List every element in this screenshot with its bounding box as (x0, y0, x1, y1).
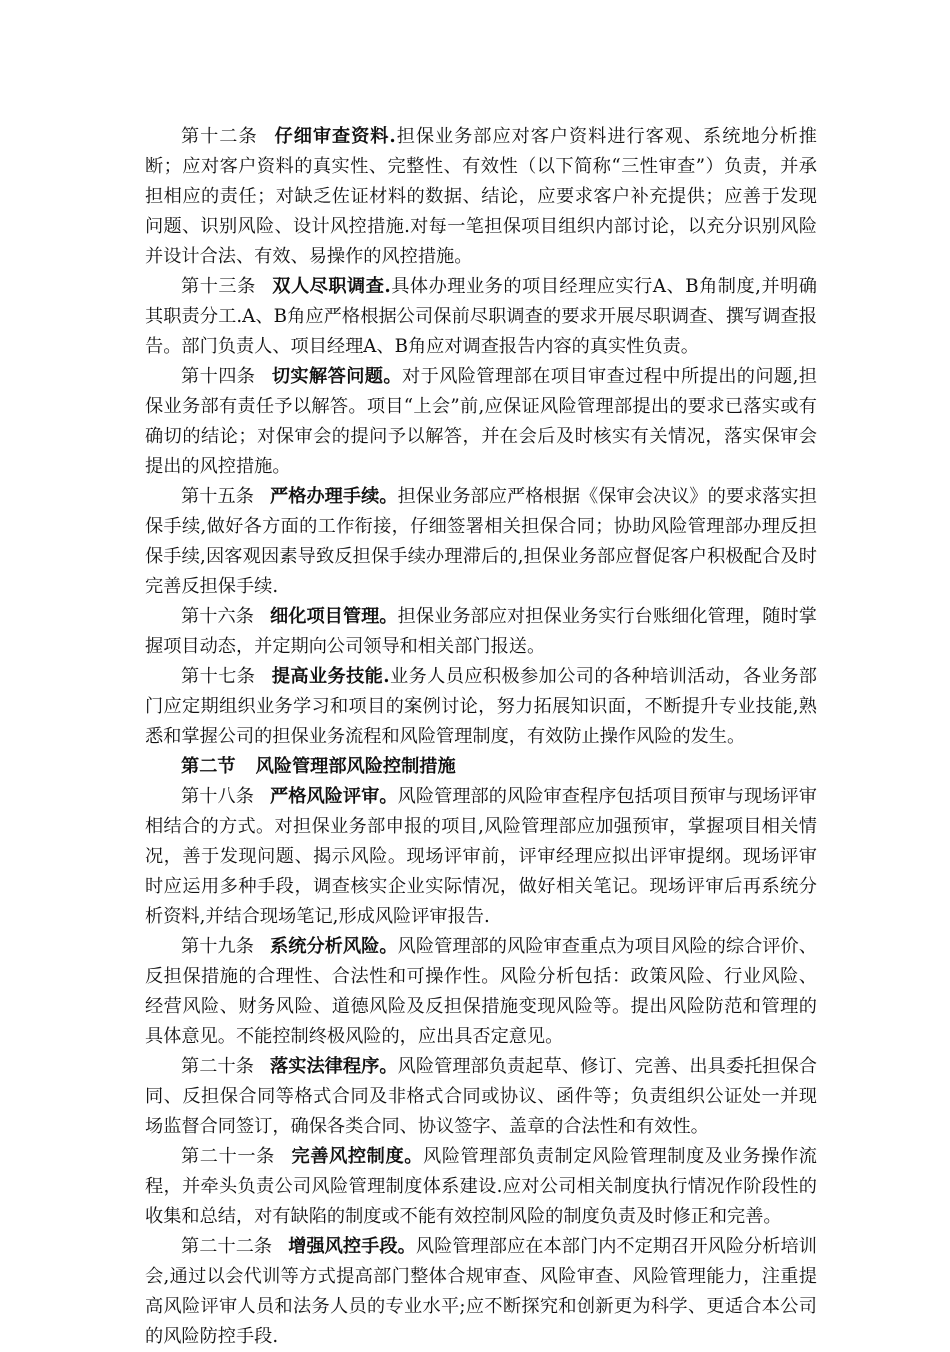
article-number: 第十九条 (181, 936, 254, 957)
article-body: 对于风险管理部在项目审查过程中所提出的问题,担保业务部有责任予以解答。项目“上会”前,应保证风险管理部提出的要求已落实或有确切的结论；对保审会的提问予以解答，并在会后及时核实有关情况，落实保审会提出的风控措施。 (145, 366, 817, 477)
section-number: 第二节 (181, 756, 236, 777)
article-heading: 提高业务技能. (271, 666, 390, 687)
article-heading: 细化项目管理。 (269, 606, 398, 627)
article-19 (145, 932, 817, 1052)
article-heading: 落实法律程序。 (269, 1056, 398, 1077)
article-number: 第十六条 (181, 606, 254, 627)
article-body: 风险管理部的风险审查重点为项目风险的综合评价、反担保措施的合理性、合法性和可操作性。风险分析包括：政策风险、行业风险、经营风险、财务风险、道德风险及反担保措施变现风险等。提出风险防范和管理的具体意见。不能控制终极风险的，应出具否定意见。 (145, 936, 817, 1047)
article-17 (145, 662, 817, 752)
article-18 (145, 782, 817, 932)
article-number: 第二十二条 (181, 1236, 273, 1257)
article-body: 风险管理部的风险审查程序包括项目预审与现场评审相结合的方式。对担保业务部申报的项目,风险管理部应加强预审，掌握项目相关情况，善于发现问题、揭示风险。现场评审前，评审经理应拟出评审提纲。现场评审时应运用多种手段，调查核实企业实际情况，做好相关笔记。现场评审后再系统分析资料,并结合现场笔记,形成风险评审报告. (145, 786, 817, 927)
section-title: 风险管理部风险控制措施 (255, 756, 456, 777)
article-13 (145, 272, 817, 362)
article-number: 第十五条 (181, 486, 254, 507)
article-number: 第十七条 (181, 666, 256, 687)
article-heading: 仔细审查资料. (273, 126, 396, 147)
article-number: 第二十一条 (181, 1146, 275, 1167)
article-number: 第二十条 (181, 1056, 254, 1077)
article-body: 风险管理部负责制定风险管理制度及业务操作流程，并牵头负责公司风险管理制度体系建设.应对公司相关制度执行情况作阶段性的收集和总结，对有缺陷的制度或不能有效控制风险的制度负责及时修正和完善。 (145, 1146, 817, 1227)
article-number: 第十四条 (181, 366, 256, 387)
article-heading: 切实解答问题。 (271, 366, 403, 387)
article-heading: 双人尽职调查. (271, 276, 391, 297)
article-body: 担保业务部应对客户资料进行客观、系统地分析推断；应对客户资料的真实性、完整性、有效性（以下简称“三性审查”）负责，并承担相应的责任；对缺乏佐证材料的数据、结论，应要求客户补充提供；应善于发现问题、识别风险、设计风控措施.对每一笔担保项目组织内部讨论，以充分识别风险并设计合法、有效、易操作的风控措施。 (145, 126, 817, 267)
article-16 (145, 602, 817, 662)
article-body: 业务人员应积极参加公司的各种培训活动，各业务部门应定期组织业务学习和项目的案例讨论，努力拓展知识面，不断提升专业技能,熟悉和掌握公司的担保业务流程和风险管理制度，有效防止操作风险的发生。 (145, 666, 817, 747)
article-21 (145, 1142, 817, 1232)
article-heading: 严格风险评审。 (269, 786, 398, 807)
article-body: 风险管理部负责起草、修订、完善、出具委托担保合同、反担保合同等格式合同及非格式合同或协议、函件等；负责组织公证处一并现场监督合同签订，确保各类合同、协议签字、盖章的合法性和有效性。 (145, 1056, 817, 1137)
document-page (145, 122, 817, 1352)
article-20 (145, 1052, 817, 1142)
article-body: 具体办理业务的项目经理应实行A、B角制度,并明确其职责分工.A、B角应严格根据公司保前尽职调查的要求开展尽职调查、撰写调查报告。部门负责人、项目经理A、B角应对调查报告内容的真实性负责。 (145, 276, 817, 357)
article-body: 担保业务部应严格根据《保审会决议》的要求落实担保手续,做好各方面的工作衔接，仔细签署相关担保合同；协助风险管理部办理反担保手续,因客观因素导致反担保手续办理滞后的,担保业务部应督促客户积极配合及时完善反担保手续. (145, 486, 817, 597)
article-14 (145, 362, 817, 482)
article-heading: 增强风控手段。 (288, 1236, 416, 1257)
article-number: 第十三条 (181, 276, 256, 297)
article-body: 担保业务部应对担保业务实行台账细化管理，随时掌握项目动态，并定期向公司领导和相关部门报送。 (145, 606, 817, 657)
section-heading (145, 752, 817, 782)
article-15 (145, 482, 817, 602)
article-22 (145, 1232, 817, 1352)
article-number: 第十二条 (181, 126, 258, 147)
article-body: 风险管理部应在本部门内不定期召开风险分析培训会,通过以会代训等方式提高部门整体合规审查、风险审查、风险管理能力，注重提高风险评审人员和法务人员的专业水平;应不断探究和创新更为科学、更适合本公司的风险防控手段. (145, 1236, 817, 1347)
article-heading: 系统分析风险。 (269, 936, 398, 957)
article-heading: 严格办理手续。 (269, 486, 398, 507)
article-number: 第十八条 (181, 786, 254, 807)
article-12 (145, 122, 817, 272)
article-heading: 完善风控制度。 (290, 1146, 424, 1167)
